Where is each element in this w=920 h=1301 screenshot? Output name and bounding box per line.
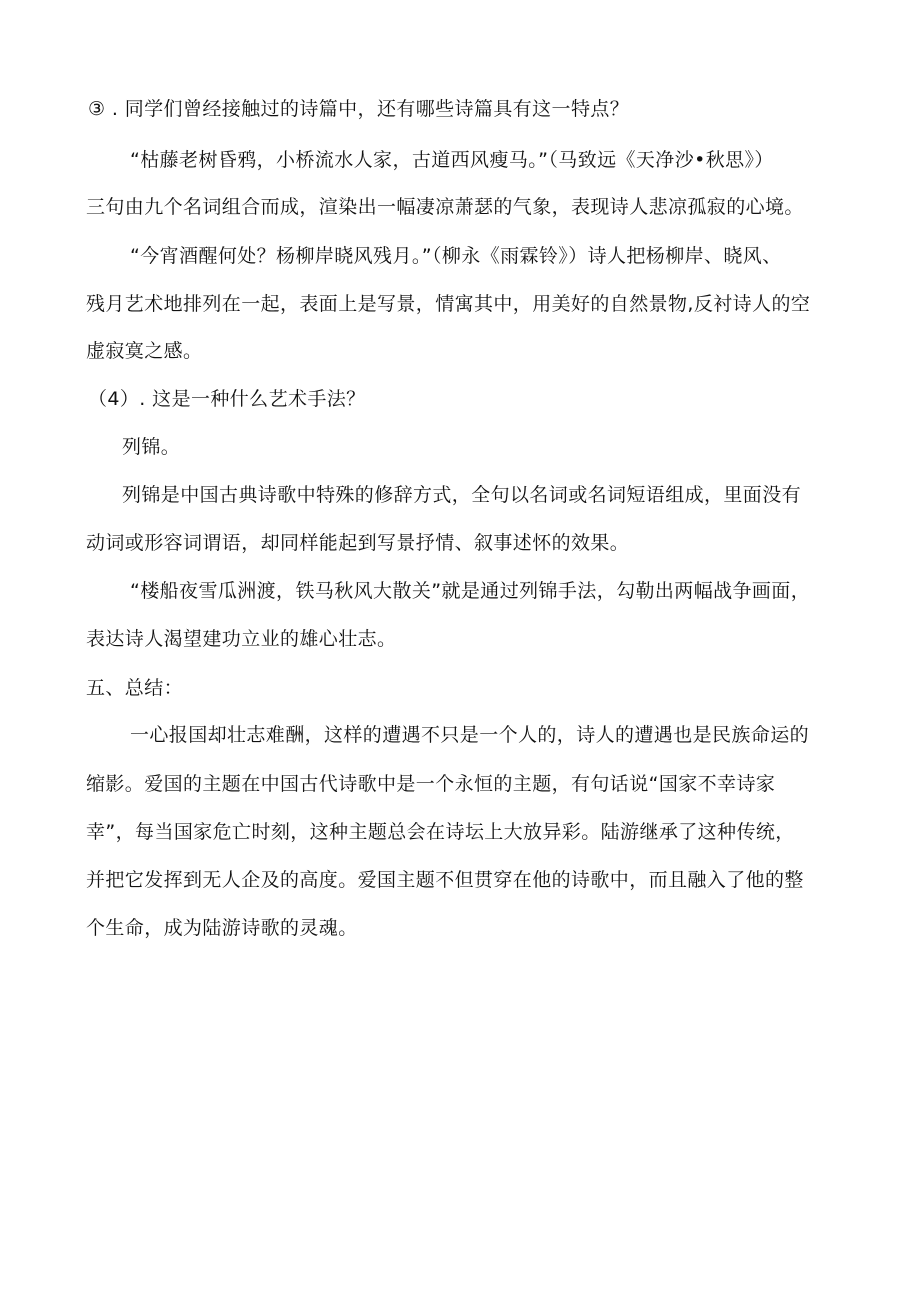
definition-line-2: 动词或形容词谓语，却同样能起到写景抒情、叙事述怀的效果。 — [86, 532, 630, 554]
summary-line-5: 个生命，成为陆游诗歌的灵魂。 — [86, 917, 358, 939]
example-1-line-1: “枯藤老树昏鸦，小桥流水人家，古道西风瘦马。”（马致远《天净沙•秋思》） — [130, 149, 774, 171]
example-1-line-2: 三句由九个名词组合而成，渲染出一幅凄凉萧瑟的气象，表现诗人悲凉孤寂的心境。 — [86, 196, 804, 218]
example-2-line-1: “今宵酒醒何处？杨柳岸晓风残月。”（柳永《雨霖铃》）诗人把杨柳岸、晓风、 — [130, 245, 782, 267]
summary-line-4: 并把它发挥到无人企及的高度。爱国主题不但贯穿在他的诗歌中，而且融入了他的整 — [86, 869, 804, 891]
summary-line-3: 幸”，每当国家危亡时刻，这种主题总会在诗坛上大放异彩。陆游继承了这种传统， — [86, 821, 795, 843]
question-4-answer: 列锦。 — [122, 436, 181, 458]
example-2-line-3: 虚寂寞之感。 — [86, 340, 203, 362]
question-4-heading: （4）. 这是一种什么艺术手法？ — [88, 388, 366, 410]
question-3-heading: ③ . 同学们曾经接触过的诗篇中，还有哪些诗篇具有这一特点？ — [88, 98, 630, 120]
summary-heading: 五、总结： — [86, 677, 184, 699]
lujin-example-line-1: “楼船夜雪瓜洲渡，铁马秋风大散关”就是通过列锦手法，勾勒出两幅战争画面， — [130, 580, 811, 602]
lujin-example-line-2: 表达诗人渴望建功立业的雄心壮志。 — [86, 628, 397, 650]
example-2-line-2: 残月艺术地排列在一起，表面上是写景，情寓其中，用美好的自然景物,反衬诗人的空 — [86, 293, 811, 315]
summary-line-2: 缩影。爱国的主题在中国古代诗歌中是一个永恒的主题，有句话说“国家不幸诗家 — [86, 773, 776, 795]
definition-line-1: 列锦是中国古典诗歌中特殊的修辞方式，全句以名词或名词短语组成，里面没有 — [122, 484, 802, 506]
summary-line-1: 一心报国却壮志难酬，这样的遭遇不只是一个人的，诗人的遭遇也是民族命运的 — [130, 724, 810, 746]
